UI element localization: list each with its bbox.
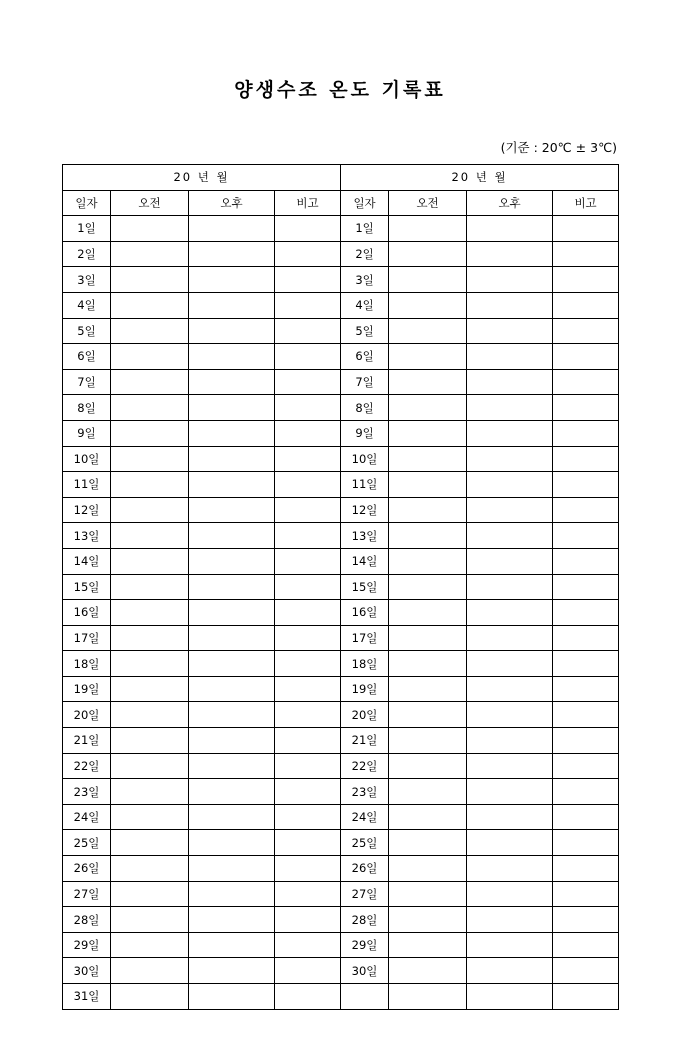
cell-pm-left-20[interactable] — [189, 702, 275, 728]
table-row — [63, 702, 619, 728]
cell-note-right-27[interactable] — [553, 881, 619, 907]
cell-pm-right-23[interactable] — [467, 779, 553, 805]
cell-note-left-16[interactable] — [275, 600, 341, 626]
cell-date-right-11: 11일 — [341, 472, 389, 498]
table-row — [63, 446, 619, 472]
cell-pm-left-11[interactable] — [189, 472, 275, 498]
cell-am-right-27[interactable] — [389, 881, 467, 907]
cell-am-left-7[interactable] — [111, 369, 189, 395]
cell-note-right-1[interactable] — [553, 216, 619, 242]
cell-am-right-4[interactable] — [389, 292, 467, 318]
cell-am-left-8[interactable] — [111, 395, 189, 421]
cell-am-right-31 — [389, 984, 467, 1010]
cell-date-right-23: 23일 — [341, 779, 389, 805]
cell-am-right-29[interactable] — [389, 932, 467, 958]
cell-date-left-31: 31일 — [63, 984, 111, 1010]
cell-note-right-14[interactable] — [553, 548, 619, 574]
cell-date-right-30: 30일 — [341, 958, 389, 984]
month-header-right: 20 년 월 — [341, 165, 619, 191]
cell-am-right-3[interactable] — [389, 267, 467, 293]
column-header-note-right: 비고 — [553, 190, 619, 216]
cell-note-left-2[interactable] — [275, 241, 341, 267]
table-row — [63, 548, 619, 574]
cell-date-left-1: 1일 — [63, 216, 111, 242]
table-header — [63, 165, 619, 216]
cell-note-left-7[interactable] — [275, 369, 341, 395]
cell-note-right-8[interactable] — [553, 395, 619, 421]
table-row — [63, 241, 619, 267]
cell-note-left-11[interactable] — [275, 472, 341, 498]
cell-note-right-22[interactable] — [553, 753, 619, 779]
cell-am-right-13[interactable] — [389, 523, 467, 549]
table-row — [63, 651, 619, 677]
cell-note-right-29[interactable] — [553, 932, 619, 958]
cell-am-right-17[interactable] — [389, 625, 467, 651]
table-row — [63, 830, 619, 856]
cell-note-right-3[interactable] — [553, 267, 619, 293]
cell-am-left-27[interactable] — [111, 881, 189, 907]
cell-am-left-19[interactable] — [111, 676, 189, 702]
cell-date-right-31 — [341, 984, 389, 1010]
cell-note-left-5[interactable] — [275, 318, 341, 344]
cell-pm-right-20[interactable] — [467, 702, 553, 728]
cell-date-left-7: 7일 — [63, 369, 111, 395]
cell-pm-left-31[interactable] — [189, 984, 275, 1010]
table-row — [63, 856, 619, 882]
cell-am-right-24[interactable] — [389, 804, 467, 830]
cell-note-right-19[interactable] — [553, 676, 619, 702]
cell-am-right-11[interactable] — [389, 472, 467, 498]
cell-pm-left-12[interactable] — [189, 497, 275, 523]
cell-note-right-4[interactable] — [553, 292, 619, 318]
cell-pm-left-8[interactable] — [189, 395, 275, 421]
cell-am-left-28[interactable] — [111, 907, 189, 933]
cell-pm-left-16[interactable] — [189, 600, 275, 626]
cell-am-left-1[interactable] — [111, 216, 189, 242]
cell-date-right-29: 29일 — [341, 932, 389, 958]
cell-pm-right-3[interactable] — [467, 267, 553, 293]
cell-pm-left-24[interactable] — [189, 804, 275, 830]
table-row — [63, 881, 619, 907]
cell-am-right-21[interactable] — [389, 728, 467, 754]
table-row — [63, 625, 619, 651]
table-row — [63, 369, 619, 395]
table-row — [63, 497, 619, 523]
cell-pm-left-6[interactable] — [189, 344, 275, 370]
cell-am-left-14[interactable] — [111, 548, 189, 574]
cell-pm-right-8[interactable] — [467, 395, 553, 421]
cell-note-right-28[interactable] — [553, 907, 619, 933]
cell-note-right-23[interactable] — [553, 779, 619, 805]
cell-pm-right-6[interactable] — [467, 344, 553, 370]
cell-am-right-1[interactable] — [389, 216, 467, 242]
cell-pm-left-3[interactable] — [189, 267, 275, 293]
cell-note-left-23[interactable] — [275, 779, 341, 805]
cell-date-right-12: 12일 — [341, 497, 389, 523]
cell-pm-right-14[interactable] — [467, 548, 553, 574]
cell-pm-left-5[interactable] — [189, 318, 275, 344]
cell-pm-left-10[interactable] — [189, 446, 275, 472]
table-row — [63, 984, 619, 1010]
cell-pm-right-26[interactable] — [467, 856, 553, 882]
cell-date-right-26: 26일 — [341, 856, 389, 882]
cell-date-left-15: 15일 — [63, 574, 111, 600]
cell-note-left-19[interactable] — [275, 676, 341, 702]
cell-am-left-13[interactable] — [111, 523, 189, 549]
column-header-am-left: 오전 — [111, 190, 189, 216]
cell-note-left-26[interactable] — [275, 856, 341, 882]
cell-am-left-31[interactable] — [111, 984, 189, 1010]
cell-note-right-2[interactable] — [553, 241, 619, 267]
cell-date-right-4: 4일 — [341, 292, 389, 318]
cell-date-right-14: 14일 — [341, 548, 389, 574]
column-header-note-left: 비고 — [275, 190, 341, 216]
column-header-row — [63, 190, 619, 216]
cell-note-right-15[interactable] — [553, 574, 619, 600]
cell-pm-left-29[interactable] — [189, 932, 275, 958]
month-header-row — [63, 165, 619, 191]
column-header-date-right: 일자 — [341, 190, 389, 216]
cell-note-right-18[interactable] — [553, 651, 619, 677]
cell-pm-left-26[interactable] — [189, 856, 275, 882]
table-row — [63, 395, 619, 421]
cell-pm-right-18[interactable] — [467, 651, 553, 677]
cell-note-left-21[interactable] — [275, 728, 341, 754]
month-header-left: 20 년 월 — [63, 165, 341, 191]
cell-pm-right-22[interactable] — [467, 753, 553, 779]
cell-note-left-25[interactable] — [275, 830, 341, 856]
cell-pm-right-7[interactable] — [467, 369, 553, 395]
cell-note-right-5[interactable] — [553, 318, 619, 344]
cell-am-right-19[interactable] — [389, 676, 467, 702]
cell-date-left-28: 28일 — [63, 907, 111, 933]
cell-am-right-14[interactable] — [389, 548, 467, 574]
cell-note-left-27[interactable] — [275, 881, 341, 907]
table-row — [63, 932, 619, 958]
cell-note-right-6[interactable] — [553, 344, 619, 370]
cell-am-left-23[interactable] — [111, 779, 189, 805]
temperature-record-table — [62, 164, 619, 1010]
table-row — [63, 292, 619, 318]
cell-am-right-5[interactable] — [389, 318, 467, 344]
cell-note-left-17[interactable] — [275, 625, 341, 651]
cell-date-left-16: 16일 — [63, 600, 111, 626]
table-row — [63, 420, 619, 446]
cell-date-right-10: 10일 — [341, 446, 389, 472]
cell-pm-right-27[interactable] — [467, 881, 553, 907]
cell-note-left-22[interactable] — [275, 753, 341, 779]
cell-date-right-18: 18일 — [341, 651, 389, 677]
table-row — [63, 267, 619, 293]
cell-pm-left-28[interactable] — [189, 907, 275, 933]
cell-pm-left-19[interactable] — [189, 676, 275, 702]
cell-date-right-7: 7일 — [341, 369, 389, 395]
cell-note-left-14[interactable] — [275, 548, 341, 574]
cell-am-right-12[interactable] — [389, 497, 467, 523]
cell-pm-right-2[interactable] — [467, 241, 553, 267]
cell-pm-right-25[interactable] — [467, 830, 553, 856]
cell-note-right-7[interactable] — [553, 369, 619, 395]
cell-date-right-22: 22일 — [341, 753, 389, 779]
cell-pm-right-11[interactable] — [467, 472, 553, 498]
cell-pm-right-1[interactable] — [467, 216, 553, 242]
cell-am-right-16[interactable] — [389, 600, 467, 626]
cell-am-right-28[interactable] — [389, 907, 467, 933]
cell-am-left-6[interactable] — [111, 344, 189, 370]
cell-am-left-24[interactable] — [111, 804, 189, 830]
cell-am-right-15[interactable] — [389, 574, 467, 600]
cell-date-left-27: 27일 — [63, 881, 111, 907]
table-row — [63, 753, 619, 779]
cell-am-right-23[interactable] — [389, 779, 467, 805]
cell-am-left-25[interactable] — [111, 830, 189, 856]
cell-note-right-10[interactable] — [553, 446, 619, 472]
cell-date-left-11: 11일 — [63, 472, 111, 498]
cell-date-right-5: 5일 — [341, 318, 389, 344]
cell-date-right-20: 20일 — [341, 702, 389, 728]
table-row — [63, 676, 619, 702]
cell-note-left-20[interactable] — [275, 702, 341, 728]
cell-note-left-9[interactable] — [275, 420, 341, 446]
cell-note-right-11[interactable] — [553, 472, 619, 498]
cell-date-right-2: 2일 — [341, 241, 389, 267]
cell-pm-left-7[interactable] — [189, 369, 275, 395]
cell-note-left-24[interactable] — [275, 804, 341, 830]
cell-pm-left-13[interactable] — [189, 523, 275, 549]
cell-note-left-15[interactable] — [275, 574, 341, 600]
cell-date-right-3: 3일 — [341, 267, 389, 293]
cell-date-left-30: 30일 — [63, 958, 111, 984]
column-header-pm-left: 오후 — [189, 190, 275, 216]
cell-pm-right-24[interactable] — [467, 804, 553, 830]
cell-pm-right-28[interactable] — [467, 907, 553, 933]
cell-date-left-8: 8일 — [63, 395, 111, 421]
cell-am-left-15[interactable] — [111, 574, 189, 600]
cell-pm-right-5[interactable] — [467, 318, 553, 344]
cell-note-left-18[interactable] — [275, 651, 341, 677]
cell-note-left-8[interactable] — [275, 395, 341, 421]
cell-date-right-8: 8일 — [341, 395, 389, 421]
cell-note-right-24[interactable] — [553, 804, 619, 830]
cell-date-left-4: 4일 — [63, 292, 111, 318]
cell-date-right-15: 15일 — [341, 574, 389, 600]
cell-date-left-13: 13일 — [63, 523, 111, 549]
cell-am-left-22[interactable] — [111, 753, 189, 779]
cell-am-right-6[interactable] — [389, 344, 467, 370]
cell-date-right-6: 6일 — [341, 344, 389, 370]
cell-am-left-10[interactable] — [111, 446, 189, 472]
cell-note-left-1[interactable] — [275, 216, 341, 242]
cell-date-left-10: 10일 — [63, 446, 111, 472]
column-header-date-left: 일자 — [63, 190, 111, 216]
cell-date-right-16: 16일 — [341, 600, 389, 626]
cell-am-right-7[interactable] — [389, 369, 467, 395]
cell-date-left-24: 24일 — [63, 804, 111, 830]
cell-date-left-18: 18일 — [63, 651, 111, 677]
cell-am-right-2[interactable] — [389, 241, 467, 267]
cell-pm-left-2[interactable] — [189, 241, 275, 267]
cell-pm-right-17[interactable] — [467, 625, 553, 651]
table-row — [63, 318, 619, 344]
cell-note-right-31 — [553, 984, 619, 1010]
cell-am-left-9[interactable] — [111, 420, 189, 446]
cell-date-right-9: 9일 — [341, 420, 389, 446]
cell-date-left-2: 2일 — [63, 241, 111, 267]
table-row — [63, 779, 619, 805]
cell-pm-left-18[interactable] — [189, 651, 275, 677]
cell-pm-left-14[interactable] — [189, 548, 275, 574]
table-row — [63, 600, 619, 626]
cell-note-right-16[interactable] — [553, 600, 619, 626]
cell-note-left-6[interactable] — [275, 344, 341, 370]
table-row — [63, 907, 619, 933]
cell-am-left-16[interactable] — [111, 600, 189, 626]
cell-note-right-12[interactable] — [553, 497, 619, 523]
cell-pm-right-13[interactable] — [467, 523, 553, 549]
cell-date-left-17: 17일 — [63, 625, 111, 651]
cell-note-left-4[interactable] — [275, 292, 341, 318]
cell-note-right-9[interactable] — [553, 420, 619, 446]
cell-date-left-22: 22일 — [63, 753, 111, 779]
cell-am-left-29[interactable] — [111, 932, 189, 958]
cell-pm-right-15[interactable] — [467, 574, 553, 600]
cell-pm-left-1[interactable] — [189, 216, 275, 242]
cell-date-left-9: 9일 — [63, 420, 111, 446]
cell-date-left-19: 19일 — [63, 676, 111, 702]
cell-date-left-26: 26일 — [63, 856, 111, 882]
cell-am-left-20[interactable] — [111, 702, 189, 728]
cell-am-left-2[interactable] — [111, 241, 189, 267]
cell-pm-right-9[interactable] — [467, 420, 553, 446]
table-row — [63, 523, 619, 549]
cell-note-left-29[interactable] — [275, 932, 341, 958]
cell-note-left-13[interactable] — [275, 523, 341, 549]
cell-am-right-22[interactable] — [389, 753, 467, 779]
cell-date-right-13: 13일 — [341, 523, 389, 549]
table-body — [63, 216, 619, 1009]
cell-note-left-12[interactable] — [275, 497, 341, 523]
cell-am-left-4[interactable] — [111, 292, 189, 318]
cell-date-left-21: 21일 — [63, 728, 111, 754]
table-row — [63, 472, 619, 498]
cell-date-right-19: 19일 — [341, 676, 389, 702]
cell-date-left-29: 29일 — [63, 932, 111, 958]
cell-pm-right-10[interactable] — [467, 446, 553, 472]
cell-pm-left-25[interactable] — [189, 830, 275, 856]
column-header-pm-right: 오후 — [467, 190, 553, 216]
cell-note-right-13[interactable] — [553, 523, 619, 549]
cell-date-right-28: 28일 — [341, 907, 389, 933]
cell-am-right-20[interactable] — [389, 702, 467, 728]
cell-am-right-26[interactable] — [389, 856, 467, 882]
page-title: 양생수조 온도 기록표 — [234, 79, 446, 101]
document-page — [0, 75, 680, 1037]
cell-note-left-28[interactable] — [275, 907, 341, 933]
cell-pm-right-21[interactable] — [467, 728, 553, 754]
cell-date-left-25: 25일 — [63, 830, 111, 856]
cell-note-left-10[interactable] — [275, 446, 341, 472]
cell-pm-left-21[interactable] — [189, 728, 275, 754]
standard-note: (기준 : 20℃ ± 3℃) — [500, 140, 617, 155]
cell-pm-right-29[interactable] — [467, 932, 553, 958]
cell-pm-left-23[interactable] — [189, 779, 275, 805]
cell-note-left-31[interactable] — [275, 984, 341, 1010]
cell-am-left-11[interactable] — [111, 472, 189, 498]
cell-pm-left-27[interactable] — [189, 881, 275, 907]
cell-date-left-23: 23일 — [63, 779, 111, 805]
cell-note-right-25[interactable] — [553, 830, 619, 856]
cell-am-left-12[interactable] — [111, 497, 189, 523]
cell-date-left-14: 14일 — [63, 548, 111, 574]
cell-pm-left-9[interactable] — [189, 420, 275, 446]
table-row — [63, 344, 619, 370]
table-row — [63, 574, 619, 600]
table-row — [63, 804, 619, 830]
cell-date-left-5: 5일 — [63, 318, 111, 344]
cell-am-right-25[interactable] — [389, 830, 467, 856]
table-row — [63, 216, 619, 242]
cell-date-right-21: 21일 — [341, 728, 389, 754]
cell-date-right-17: 17일 — [341, 625, 389, 651]
cell-pm-left-4[interactable] — [189, 292, 275, 318]
cell-pm-right-31 — [467, 984, 553, 1010]
cell-am-left-3[interactable] — [111, 267, 189, 293]
cell-note-right-21[interactable] — [553, 728, 619, 754]
cell-am-right-8[interactable] — [389, 395, 467, 421]
cell-am-right-10[interactable] — [389, 446, 467, 472]
cell-date-right-25: 25일 — [341, 830, 389, 856]
cell-note-right-26[interactable] — [553, 856, 619, 882]
cell-note-left-3[interactable] — [275, 267, 341, 293]
cell-pm-left-15[interactable] — [189, 574, 275, 600]
cell-date-left-3: 3일 — [63, 267, 111, 293]
cell-date-right-27: 27일 — [341, 881, 389, 907]
cell-am-right-18[interactable] — [389, 651, 467, 677]
cell-pm-right-16[interactable] — [467, 600, 553, 626]
cell-pm-left-22[interactable] — [189, 753, 275, 779]
cell-am-left-21[interactable] — [111, 728, 189, 754]
cell-date-right-24: 24일 — [341, 804, 389, 830]
cell-note-right-17[interactable] — [553, 625, 619, 651]
column-header-am-right: 오전 — [389, 190, 467, 216]
cell-date-left-20: 20일 — [63, 702, 111, 728]
cell-am-left-26[interactable] — [111, 856, 189, 882]
cell-am-left-17[interactable] — [111, 625, 189, 651]
cell-am-left-5[interactable] — [111, 318, 189, 344]
cell-note-right-20[interactable] — [553, 702, 619, 728]
cell-pm-right-12[interactable] — [467, 497, 553, 523]
cell-date-right-1: 1일 — [341, 216, 389, 242]
cell-date-left-12: 12일 — [63, 497, 111, 523]
cell-pm-right-19[interactable] — [467, 676, 553, 702]
table-row — [63, 728, 619, 754]
cell-pm-right-4[interactable] — [467, 292, 553, 318]
cell-date-left-6: 6일 — [63, 344, 111, 370]
cell-am-left-18[interactable] — [111, 651, 189, 677]
cell-pm-left-17[interactable] — [189, 625, 275, 651]
cell-am-right-9[interactable] — [389, 420, 467, 446]
